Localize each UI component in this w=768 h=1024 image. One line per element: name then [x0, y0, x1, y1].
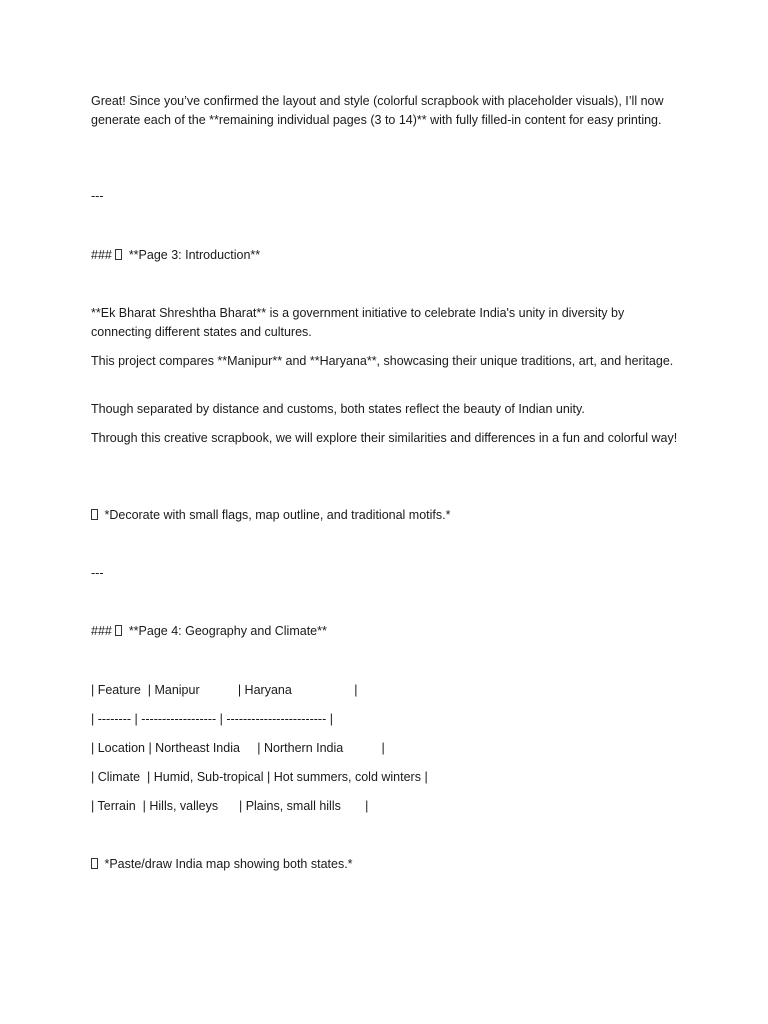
table-row: | Location | Northeast India | Northern India |	[91, 741, 385, 755]
page3-paragraph-1: **Ek Bharat Shreshtha Bharat** is a government initiative to celebrate India's unity in diversity by connecting different states and cultures.	[91, 306, 628, 339]
table-row: | Terrain | Hills, valleys | Plains, small hills |	[91, 799, 369, 813]
page3-paragraph-3: Though separated by distance and customs, both states reflect the beauty of Indian unity.	[91, 402, 585, 416]
page3-note-text: *Decorate with small flags, map outline, and traditional motifs.*	[101, 508, 451, 522]
page3-paragraph-2: This project compares **Manipur** and **Haryana**, showcasing their unique traditions, art, and heritage.	[91, 354, 674, 368]
separator-2: ---	[91, 566, 104, 580]
emoji-placeholder-icon	[91, 509, 98, 520]
separator-1: ---	[91, 189, 104, 203]
page3-paragraph-4: Through this creative scrapbook, we will explore their similarities and differences in a fun and colorful way!	[91, 431, 678, 445]
page4-note	[91, 855, 681, 874]
page4-heading	[91, 622, 681, 641]
emoji-placeholder-icon	[115, 625, 122, 636]
page3-note	[91, 506, 681, 525]
page4-note-text: *Paste/draw India map showing both states.*	[101, 857, 353, 871]
page3-heading-prefix: ###	[91, 248, 116, 262]
page4-heading-prefix: ###	[91, 624, 116, 638]
emoji-placeholder-icon	[91, 858, 98, 869]
table-row: | Feature | Manipur | Haryana |	[91, 683, 358, 697]
page3-heading-text: **Page 3: Introduction**	[125, 248, 261, 262]
page4-heading-text: **Page 4: Geography and Climate**	[125, 624, 327, 638]
page3-heading	[91, 246, 681, 265]
intro-paragraph: Great! Since you’ve confirmed the layout and style (colorful scrapbook with placeholder visuals), I’ll now generate each of the **remaining individual pages (3 to 14)** with fully filled-in content for easy printing.	[91, 94, 667, 127]
table-row: | Climate | Humid, Sub-tropical | Hot summers, cold winters |	[91, 770, 428, 784]
table-row: | -------- | ------------------ | ------------------------ |	[91, 712, 333, 726]
emoji-placeholder-icon	[115, 249, 122, 260]
